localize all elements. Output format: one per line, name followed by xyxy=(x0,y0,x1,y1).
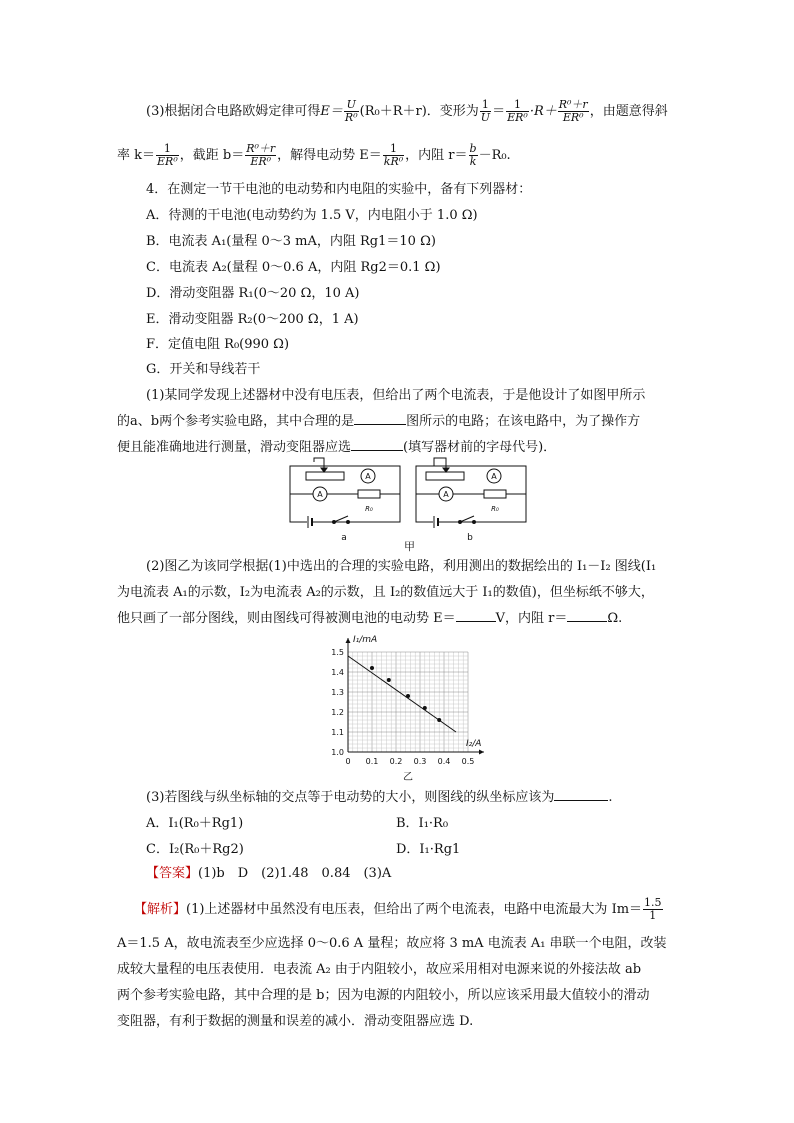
answer-blank xyxy=(354,412,406,425)
solution-3-line1: (3)根据闭合电路欧姆定律可得E＝ $\frac{U}{\text{R⁰}}$ (R₀＋R＋r)．变形为 $\frac{1}{U}$ ＝ $\frac{1}{\text{ER⁰}}$ ·R＋ $\frac{\text{R⁰＋r}}{\text{ER⁰}}$ ，由题意得斜 xyxy=(146,98,668,124)
part1-line3: 便且能准确地进行测量，滑动变阻器应选 (填写器材前的字母代号)． xyxy=(117,440,557,455)
option-e: E．滑动变阻器 R₂(0～200 Ω，1 A) xyxy=(146,312,359,327)
x-tick-label: 0.3 xyxy=(413,757,427,766)
y-tick-label: 1.4 xyxy=(331,668,344,677)
resistor-label-b: R₀ xyxy=(491,505,499,513)
answer-blank xyxy=(456,609,496,622)
question-4-intro: 4．在测定一节干电池的电动势和内电阻的实验中，备有下列器材： xyxy=(146,182,532,197)
solution-3-line2: 率 k＝ $\frac{1}{\text{ER⁰}}$ ，截距 b＝ $\frac{\text{R⁰＋r}}{\text{ER⁰}}$ ，解得电动势 E＝ $\frac{1}{\text{kR⁰}}$ ，内阻 r＝ $\frac{b}{k}$ －R₀. xyxy=(117,142,511,168)
chart-marks xyxy=(348,656,456,732)
y-axis-arrow xyxy=(346,638,351,643)
ammeter-a-top: A xyxy=(365,472,371,481)
y-tick-label: 1.0 xyxy=(331,748,344,757)
x-axis-label: I₂/A xyxy=(466,739,482,749)
data-point xyxy=(387,678,391,682)
option-g: G．开关和导线若干 xyxy=(146,362,261,377)
part2-line3: 他只画了一部分图线，则由图线可得被测电池的电动势 E＝ V，内阻 r＝ Ω. xyxy=(117,611,623,626)
part2-line1: (2)图乙为该同学根据(1)中选出的合理的实验电路，利用测出的数据绘出的 I₁－I₂ 图线(I₁ xyxy=(146,559,657,574)
part3-option-d: D．I₁·Rg1 xyxy=(396,842,461,857)
part3-option-c: C．I₂(R₀＋Rg2) xyxy=(146,842,244,857)
y-tick-label: 1.5 xyxy=(331,648,344,657)
i1-i2-chart xyxy=(318,630,504,784)
answer-blank xyxy=(554,788,608,801)
part1-line2: 的a、b两个参考实验电路，其中合理的是 图所示的电路；在该电路中，为了操作方 xyxy=(117,414,641,429)
circuit-label-b: b xyxy=(467,533,473,543)
circuit-diagrams xyxy=(284,456,544,548)
part3-option-a: A．I₁(R₀＋Rg1) xyxy=(146,816,244,831)
fraction: $\frac{b}{k}$ xyxy=(469,142,477,168)
circuit-label-a: a xyxy=(341,533,347,543)
analysis-tag: 【解析】 xyxy=(134,902,187,917)
answer-text: (1)b D (2)1.48 0.84 (3)A xyxy=(198,866,392,881)
fraction: $\frac{\text{R⁰＋r}}{\text{ER⁰}}$ xyxy=(558,98,588,124)
fraction: $\frac{1}{\text{ER⁰}}$ xyxy=(507,98,528,124)
ammeter-a-mid: A xyxy=(317,490,323,499)
analysis-line3: 成较大量程的电压表使用．电表流 A₂ 由于内阻较小，故应采用相对电源来说的外接法故 ab xyxy=(117,962,642,977)
fraction: $\frac{1}{\text{kR⁰}}$ xyxy=(383,142,404,168)
answer-line xyxy=(146,864,391,884)
x-tick-label: 0 xyxy=(345,757,351,766)
x-axis-arrow xyxy=(479,750,484,755)
analysis-line2: A＝1.5 A，故电流表至少应选择 0～0.6 A 量程；故应将 3 mA 电流表 A₁ 串联一个电阻，改装 xyxy=(117,936,667,951)
option-f: F．定值电阻 R₀(990 Ω) xyxy=(146,337,290,352)
chart-grid xyxy=(348,652,468,752)
y-tick-label: 1.2 xyxy=(331,708,344,717)
y-axis-label: I₁/mA xyxy=(353,635,378,645)
circuit-caption: 甲 xyxy=(404,540,415,553)
option-b: B．电流表 A₁(量程 0～3 mA，内阻 Rg1＝10 Ω) xyxy=(146,234,436,249)
fraction: $\frac{1}{U}$ xyxy=(480,98,491,124)
answer-blank xyxy=(351,438,403,451)
x-tick-label: 0.1 xyxy=(365,757,379,766)
fraction: $\frac{1}{\text{ER⁰}}$ xyxy=(157,142,178,168)
part2-line2: 为电流表 A₁的示数，I₂为电流表 A₂的示数，且 I₂的数值远大于 I₁的数值)，但坐标纸不够大， xyxy=(117,585,654,600)
y-tick-label: 1.1 xyxy=(331,728,344,737)
ammeter-b-mid: A xyxy=(443,490,449,499)
fit-line xyxy=(348,656,456,732)
answer-blank xyxy=(567,609,607,622)
option-d: D．滑动变阻器 R₁(0～20 Ω，10 A) xyxy=(146,286,360,301)
data-point xyxy=(370,666,374,670)
part1-line1: (1)某同学发现上述器材中没有电压表，但给出了两个电流表，于是他设计了如图甲所示 xyxy=(146,388,646,403)
part3-line: (3)若图线与纵坐标轴的交点等于电动势的大小，则图线的纵坐标应该为 . xyxy=(146,790,613,805)
analysis-line4: 两个参考实验电路，其中合理的是 b；因为电源的内阻较小，所以应该采用最大值较小的滑动 xyxy=(117,988,650,1003)
option-a: A．待测的干电池(电动势约为 1.5 V，内电阻小于 1.0 Ω) xyxy=(146,208,478,223)
analysis-line5: 变阻器，有利于数据的测量和误差的减小．滑动变阻器应选 D. xyxy=(117,1014,474,1029)
x-tick-label: 0.4 xyxy=(437,757,451,766)
part3-option-b: B．I₁·R₀ xyxy=(396,816,449,831)
resistor-label-a: R₀ xyxy=(365,505,373,513)
answer-tag: 【答案】 xyxy=(146,866,199,881)
x-tick-label: 0.5 xyxy=(461,757,475,766)
fraction: $\frac{1.5}{1}$ xyxy=(644,896,662,922)
circuit-b xyxy=(416,458,526,528)
ammeter-b-top: A xyxy=(491,472,497,481)
fraction: $\frac{U}{\text{R⁰}}$ xyxy=(344,98,358,124)
analysis-line1: 【解析】(1)上述器材中虽然没有电压表，但给出了两个电流表，电路中电流最大为 Im＝ $\frac{1.5}{1}$ xyxy=(134,896,662,922)
option-c: C．电流表 A₂(量程 0～0.6 A，内阻 Rg2＝0.1 Ω) xyxy=(146,260,441,275)
x-tick-label: 0.2 xyxy=(389,757,403,766)
fraction: $\frac{\text{R⁰＋r}}{\text{ER⁰}}$ xyxy=(246,142,276,168)
chart-title: 乙 xyxy=(403,772,413,783)
circuit-a xyxy=(290,458,400,528)
y-tick-label: 1.3 xyxy=(331,688,344,697)
